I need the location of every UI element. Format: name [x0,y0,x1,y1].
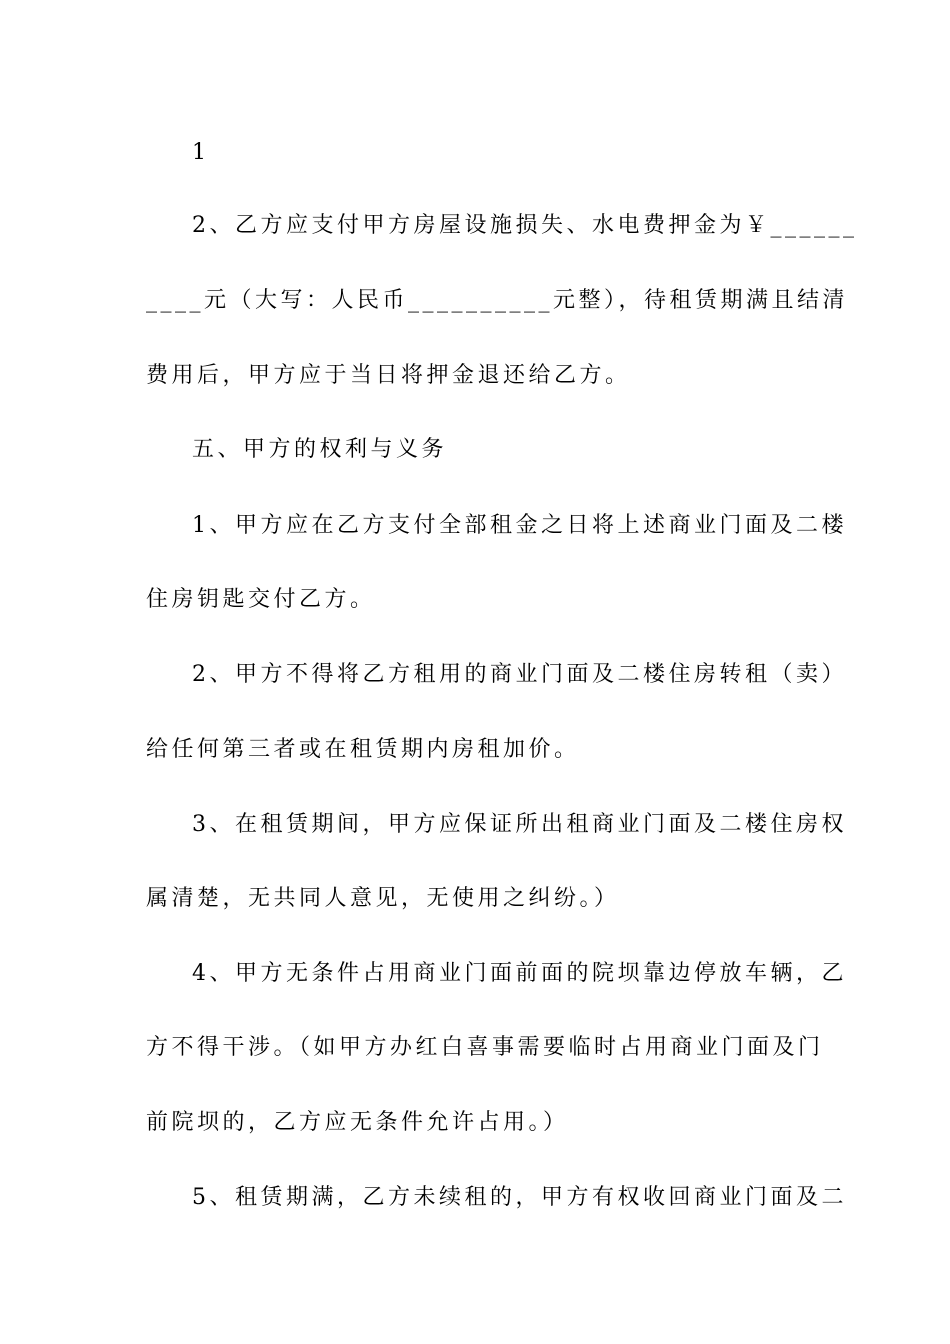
text-line-13: 方不得干涉。（如甲方办红白喜事需要临时占用商业门面及门 [146,1035,824,1060]
section-heading: 五、甲方的权利与义务 [192,437,448,462]
text-line-11: 属清楚，无共同人意见，无使用之纠纷。） [146,886,620,911]
text-line-4: 费用后，甲方应于当日将押金退还给乙方。 [146,363,631,388]
text-line-3: ____元（大写：人民币__________元整），待租赁期满且结清 [146,288,849,313]
text-line-6: 1、甲方应在乙方支付全部租金之日将上述商业门面及二楼 [192,513,847,538]
text-line-2: 2、乙方应支付甲方房屋设施损失、水电费押金为￥______ [192,213,858,238]
text-line-9: 给任何第三者或在租赁期内房租加价。 [146,737,580,762]
text-line-15: 5、租赁期满，乙方未续租的，甲方有权收回商业门面及二 [192,1185,847,1210]
text-line-10: 3、在租赁期间，甲方应保证所出租商业门面及二楼住房权 [192,812,847,837]
text-line-8: 2、甲方不得将乙方租用的商业门面及二楼住房转租（卖） [192,662,847,687]
text-line-12: 4、甲方无条件占用商业门面前面的院坝靠边停放车辆，乙 [192,961,847,986]
text-line-14: 前院坝的，乙方应无条件允许占用。） [146,1110,569,1135]
text-line-7: 住房钥匙交付乙方。 [146,587,376,612]
text-line-1: 1 [192,140,210,165]
